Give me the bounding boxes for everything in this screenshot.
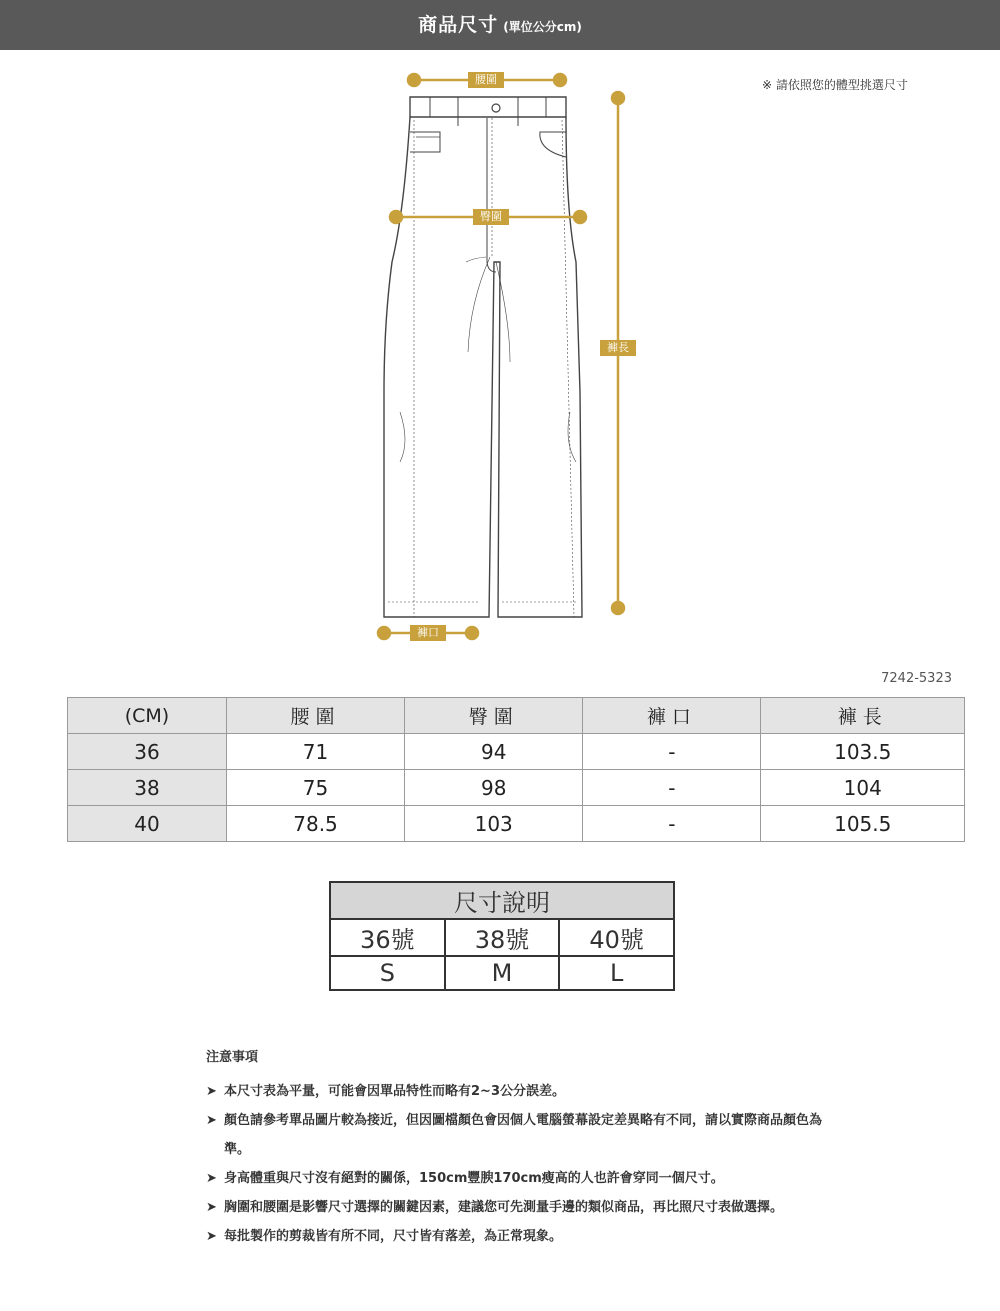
waistband [410, 97, 566, 117]
header-bar [0, 0, 1000, 50]
value-cell: 71 [226, 734, 404, 770]
header-title: 商品尺寸 [418, 14, 499, 36]
label-waist: 腰圍 [468, 72, 504, 88]
size-cell: 38 [68, 770, 227, 806]
label-length: 褲長 [600, 340, 636, 356]
col-header: 腰圍 [226, 698, 404, 734]
list-item [206, 1222, 826, 1251]
size-code-cell: 40號 [559, 919, 674, 956]
notes-heading: 注意事項 [206, 1050, 259, 1065]
size-letter-cell: M [445, 956, 560, 990]
notes-section [206, 1046, 826, 1251]
col-header: 褲口 [583, 698, 761, 734]
value-cell: - [583, 770, 761, 806]
col-header: 臀圍 [405, 698, 583, 734]
note-text: 身高體重與尺寸沒有絕對的關係，150cm豐腴170cm瘦高的人也許會穿同一個尺寸。 [224, 1171, 724, 1186]
note-text: 本尺寸表為平量，可能會因單品特性而略有2~3公分誤差。 [224, 1084, 565, 1099]
table-row [68, 734, 965, 770]
col-header: 褲長 [761, 698, 965, 734]
value-cell: 78.5 [226, 806, 404, 842]
header-unit: (單位公分cm) [503, 20, 582, 34]
value-cell: - [583, 806, 761, 842]
pants-illustration [370, 62, 640, 652]
table-row [68, 806, 965, 842]
value-cell: 105.5 [761, 806, 965, 842]
arrow-icon: ➤ [206, 1113, 217, 1128]
label-hip: 臀圍 [473, 209, 509, 225]
value-cell: - [583, 734, 761, 770]
size-letter-cell: L [559, 956, 674, 990]
col-header: (CM) [68, 698, 227, 734]
size-cell: 36 [68, 734, 227, 770]
list-item [206, 1193, 826, 1222]
product-code: 7242-5323 [881, 671, 952, 686]
list-item [206, 1106, 826, 1164]
arrow-icon: ➤ [206, 1200, 217, 1215]
fit-note: ※ 請依照您的體型挑選尺寸 [762, 78, 908, 92]
table-row [68, 770, 965, 806]
size-table [67, 697, 965, 842]
value-cell: 104 [761, 770, 965, 806]
value-cell: 103 [405, 806, 583, 842]
table-row [330, 956, 674, 990]
size-code-cell: 38號 [445, 919, 560, 956]
conversion-title: 尺寸說明 [330, 882, 674, 919]
note-text: 胸圍和腰圍是影響尺寸選擇的關鍵因素，建議您可先測量手邊的類似商品，再比照尺寸表做選擇。 [224, 1200, 784, 1215]
note-text: 每批製作的剪裁皆有所不同，尺寸皆有落差，為正常現象。 [224, 1229, 563, 1244]
size-cell: 40 [68, 806, 227, 842]
value-cell: 94 [405, 734, 583, 770]
value-cell: 75 [226, 770, 404, 806]
list-item [206, 1077, 826, 1106]
arrow-icon: ➤ [206, 1171, 217, 1186]
size-letter-cell: S [330, 956, 445, 990]
value-cell: 103.5 [761, 734, 965, 770]
arrow-icon: ➤ [206, 1084, 217, 1099]
size-conversion-table [329, 881, 675, 991]
size-code-cell: 36號 [330, 919, 445, 956]
label-hem: 褲口 [410, 625, 446, 641]
value-cell: 98 [405, 770, 583, 806]
arrow-icon: ➤ [206, 1229, 217, 1244]
list-item [206, 1164, 826, 1193]
note-text: 顏色請參考單品圖片較為接近，但因圖檔顏色會因個人電腦螢幕設定差異略有不同，請以實際商品顏色為準。 [224, 1113, 823, 1157]
button [492, 104, 500, 112]
table-row [330, 919, 674, 956]
size-table-header [68, 698, 965, 734]
pants-diagram [370, 62, 640, 652]
